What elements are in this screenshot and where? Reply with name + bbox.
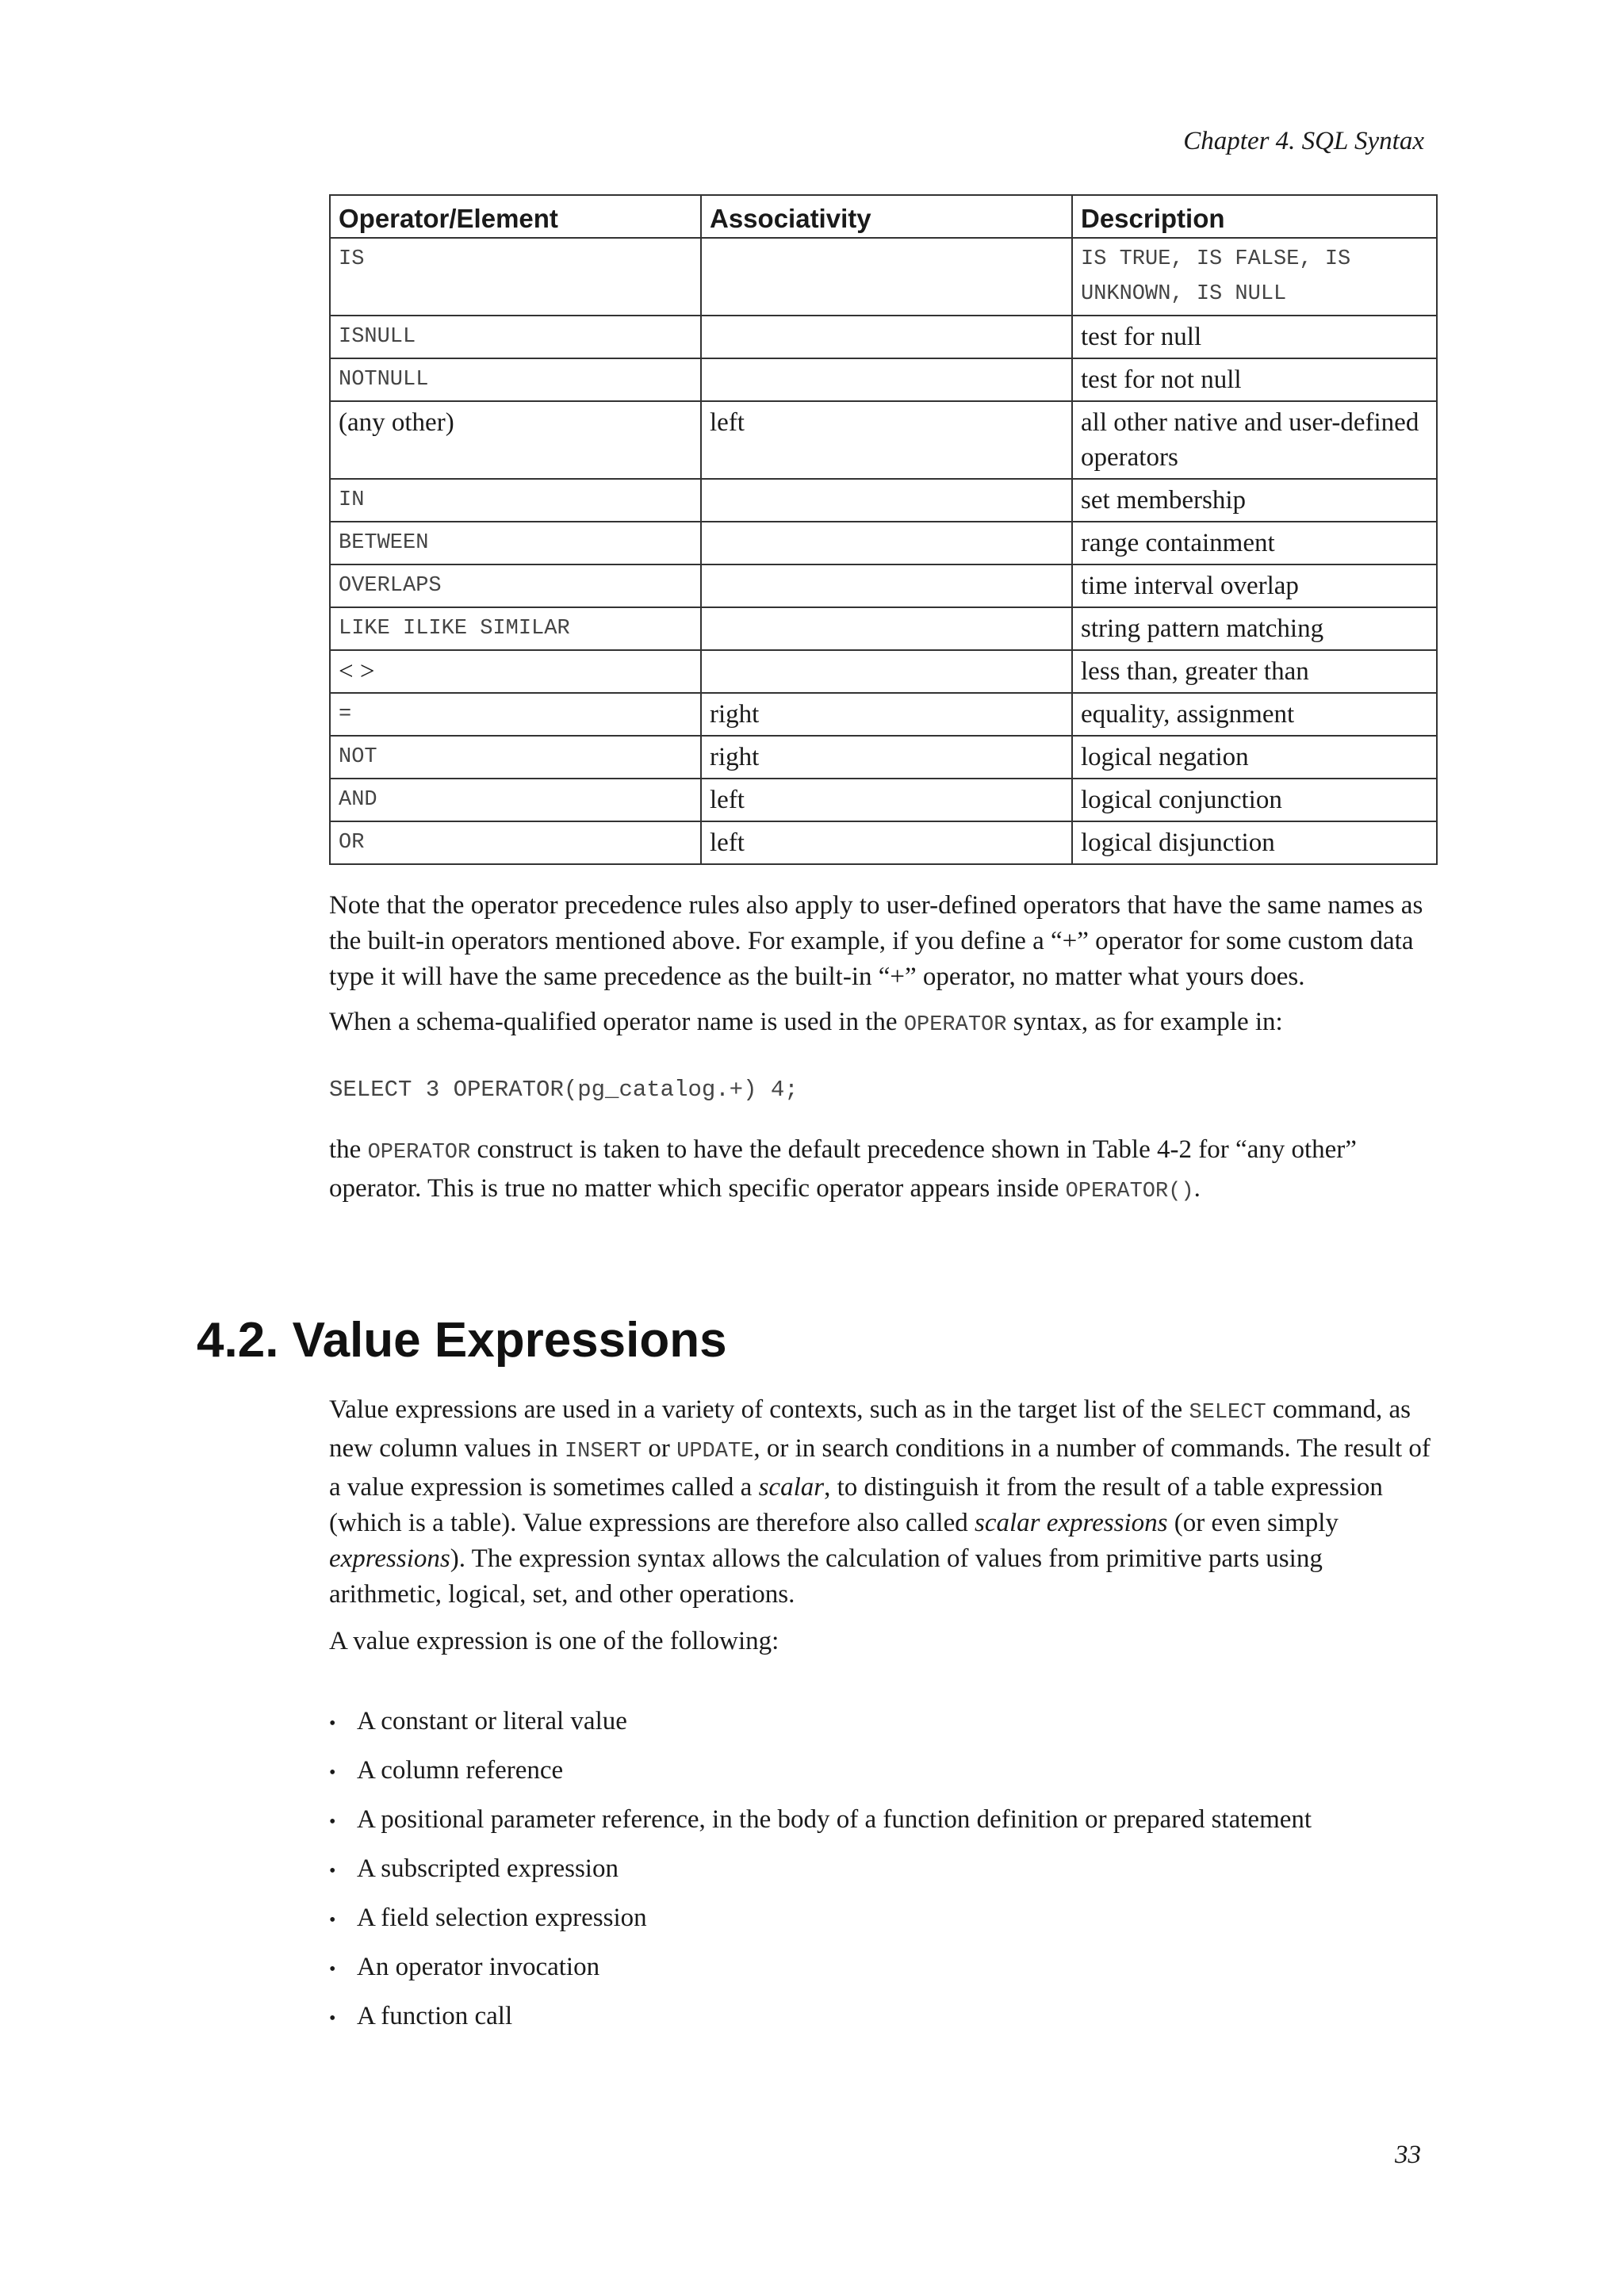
cell-operator: LIKE ILIKE SIMILAR (330, 607, 701, 650)
text: the (329, 1135, 368, 1164)
emphasis: expressions (329, 1544, 450, 1573)
text: When a schema-qualified operator name is used in the (329, 1008, 904, 1036)
cell-operator: NOTNULL (330, 358, 701, 401)
table-row (330, 358, 1437, 401)
chapter-header: Chapter 4. SQL Syntax (1183, 127, 1424, 155)
bullet-icon: • (329, 1910, 336, 1931)
cell-description: logical negation (1072, 736, 1437, 779)
cell-operator: NOT (330, 736, 701, 779)
cell-operator: OVERLAPS (330, 564, 701, 607)
bullet-icon: • (329, 1812, 336, 1832)
table-row (330, 736, 1437, 779)
table-row (330, 401, 1437, 479)
list-item (329, 1942, 1312, 1992)
cell-operator: = (330, 693, 701, 736)
cell-associativity (701, 607, 1072, 650)
list-item-text: A field selection expression (357, 1904, 647, 1932)
emphasis: scalar (758, 1473, 825, 1502)
list-item (329, 1746, 1312, 1795)
cell-description: logical conjunction (1072, 779, 1437, 821)
table-row (330, 564, 1437, 607)
cell-operator: BETWEEN (330, 522, 701, 564)
list-item (329, 1992, 1312, 2041)
list-item (329, 1893, 1312, 1942)
list-item-text: A positional parameter reference, in the body of a function definition or prepared statement (357, 1805, 1312, 1834)
table-row (330, 821, 1437, 864)
cell-description: set membership (1072, 479, 1437, 522)
cell-description: less than, greater than (1072, 650, 1437, 693)
code-example: SELECT 3 OPERATOR(pg_catalog.+) 4; (329, 1077, 799, 1103)
inline-code: SELECT (1189, 1401, 1266, 1425)
column-header-operator: Operator/Element (330, 195, 701, 238)
list-item (329, 1795, 1312, 1844)
cell-operator: (any other) (330, 401, 701, 479)
section-paragraph-2: A value expression is one of the following: (329, 1627, 779, 1655)
note-paragraph-3 (329, 1132, 1438, 1210)
bullet-icon: • (329, 1762, 336, 1783)
inline-code: INSERT (564, 1440, 642, 1464)
text: . (1193, 1174, 1201, 1203)
table-row (330, 693, 1437, 736)
inline-code: OPERATOR (367, 1141, 471, 1165)
bullet-icon: • (329, 1713, 336, 1734)
cell-operator: OR (330, 821, 701, 864)
cell-associativity: left (701, 401, 1072, 479)
value-expression-list (329, 1697, 1312, 2041)
table-row (330, 479, 1437, 522)
bullet-icon: • (329, 2008, 336, 2029)
column-header-associativity: Associativity (701, 195, 1072, 238)
list-item-text: A subscripted expression (357, 1854, 619, 1883)
list-item-text: An operator invocation (357, 1953, 600, 1981)
section-paragraph-1: Value expressions are used in a variety of contexts, such as in the target list of the SELECT command, as new column values in INSERT or UPDATE, or in search conditions in a number of commands. The result of a value expression is sometimes called a scalar, to distinguish it from the result of a table expression (which is a table). Value expressions are therefore also called scalar expressions (or even simply expressions). The expression syntax allows the calculation of values from primitive parts using arithmetic, logical, set, and other operations. (329, 1395, 1431, 1609)
inline-code: OPERATOR (903, 1013, 1007, 1037)
list-item (329, 1844, 1312, 1893)
cell-description: time interval overlap (1072, 564, 1437, 607)
cell-description: IS TRUE, IS FALSE, IS UNKNOWN, IS NULL (1072, 238, 1437, 316)
cell-description: range containment (1072, 522, 1437, 564)
cell-associativity (701, 358, 1072, 401)
cell-associativity (701, 564, 1072, 607)
cell-associativity (701, 238, 1072, 316)
text: syntax, as for example in: (1006, 1008, 1283, 1036)
cell-associativity: left (701, 779, 1072, 821)
table-row (330, 650, 1437, 693)
table-row (330, 316, 1437, 358)
note-paragraph-1: Note that the operator precedence rules also apply to user-defined operators that have the same names as the built-in operators mentioned above. For example, if you define a “+” operator for some custom data type it will have the same precedence as the built-in “+” operator, no matter what yours does. (329, 891, 1423, 991)
cell-description: logical disjunction (1072, 821, 1437, 864)
cell-associativity (701, 479, 1072, 522)
cell-associativity: left (701, 821, 1072, 864)
cell-operator: IS (330, 238, 701, 316)
cell-associativity (701, 650, 1072, 693)
page-number: 33 (1395, 2141, 1421, 2169)
table-row (330, 522, 1437, 564)
section-title: 4.2. Value Expressions (197, 1313, 727, 1368)
note-paragraph (329, 888, 1438, 1043)
cell-operator: < > (330, 650, 701, 693)
cell-operator: AND (330, 779, 701, 821)
operator-precedence-table (329, 194, 1438, 865)
list-item-text: A function call (357, 2002, 513, 2030)
list-item (329, 1697, 1312, 1746)
bullet-icon: • (329, 1861, 336, 1881)
cell-description: string pattern matching (1072, 607, 1437, 650)
section-intro (329, 1392, 1438, 1659)
inline-code: OPERATOR() (1065, 1180, 1194, 1203)
note-paragraph-2 (329, 1004, 1438, 1043)
text: construct is taken to have the default precedence shown in Table 4-2 for “any other” operator. This is true no matter which specific operator appears inside (329, 1135, 1357, 1203)
cell-description: equality, assignment (1072, 693, 1437, 736)
cell-description: test for null (1072, 316, 1437, 358)
list-item-text: A column reference (357, 1756, 564, 1785)
cell-associativity (701, 316, 1072, 358)
bullet-icon: • (329, 1959, 336, 1980)
emphasis: scalar expressions (974, 1509, 1168, 1537)
table-row (330, 238, 1437, 316)
cell-description: all other native and user-defined operators (1072, 401, 1437, 479)
column-header-description: Description (1072, 195, 1437, 238)
table-row (330, 779, 1437, 821)
table-row (330, 607, 1437, 650)
cell-associativity: right (701, 693, 1072, 736)
cell-description: test for not null (1072, 358, 1437, 401)
cell-operator: IN (330, 479, 701, 522)
inline-code: UPDATE (676, 1440, 754, 1464)
cell-operator: ISNULL (330, 316, 701, 358)
list-item-text: A constant or literal value (357, 1707, 627, 1735)
cell-associativity: right (701, 736, 1072, 779)
cell-associativity (701, 522, 1072, 564)
table-header-row (330, 195, 1437, 238)
